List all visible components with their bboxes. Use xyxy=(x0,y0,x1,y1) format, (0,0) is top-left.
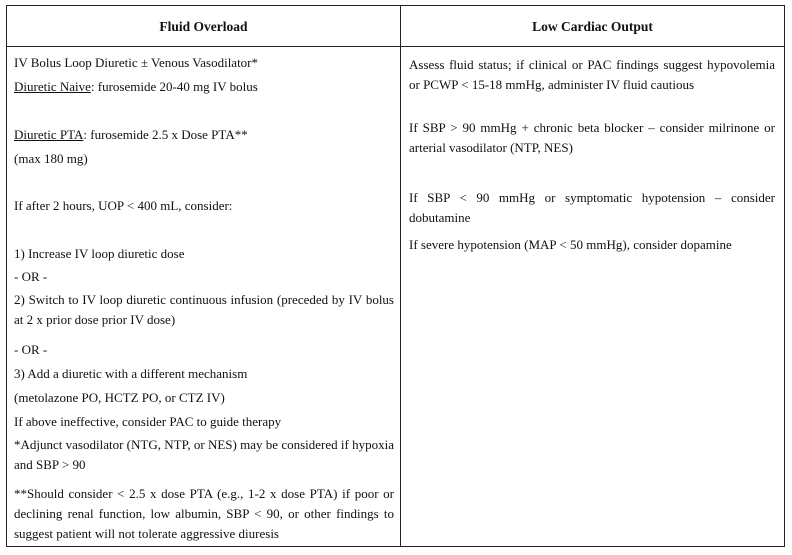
adjunct-footnote: *Adjunct vasodilator (NTG, NTP, or NES) may be considered if hypoxia and SBP > 90 xyxy=(14,437,394,472)
diuretic-pta-text: : furosemide 2.5 x Dose PTA** xyxy=(83,127,248,142)
after-2h-line: If after 2 hours, UOP < 400 mL, consider: xyxy=(14,198,233,213)
low-cardiac-output-header: Low Cardiac Output xyxy=(532,19,653,34)
diuretic-pta-line xyxy=(14,127,248,143)
option-3-agents-line: (metolazone PO, HCTZ PO, or CTZ IV) xyxy=(14,390,225,405)
assess-fluid-text: Assess fluid status; if clinical or PAC findings suggest hypovolemia or PCWP < 15-18 mmHg, administer IV fluid cautious xyxy=(409,57,775,92)
option-1-line: 1) Increase IV loop diuretic dose xyxy=(14,246,185,261)
header-rule xyxy=(7,46,784,47)
diuretic-naive-label: Diuretic Naive xyxy=(14,79,91,94)
column-divider xyxy=(400,6,401,546)
ineffective-line: If above ineffective, consider PAC to guide therapy xyxy=(14,414,282,429)
dose-footnote: **Should consider < 2.5 x dose PTA (e.g., 1-2 x dose PTA) if poor or declining renal function, low albumin, SBP < 90, or other findings to suggest patient will not tolerate aggressive diuresis xyxy=(14,486,394,541)
or-separator-1: - OR - xyxy=(14,269,48,284)
sbp-above-90-text: If SBP > 90 mmHg + chronic beta blocker – consider milrinone or arterial vasodilator (NTP, NES) xyxy=(409,120,775,155)
severe-hypotension-line: If severe hypotension (MAP < 50 mmHg), consider dopamine xyxy=(409,237,732,252)
sbp-below-90-text: If SBP < 90 mmHg or symptomatic hypotension – consider dobutamine xyxy=(409,190,775,225)
fluid-overload-header: Fluid Overload xyxy=(159,19,248,34)
option-3-line: 3) Add a diuretic with a different mechanism xyxy=(14,366,248,381)
pta-max-line: (max 180 mg) xyxy=(14,151,88,166)
diuretic-naive-line xyxy=(14,79,258,95)
therapy-table xyxy=(6,5,785,547)
diuretic-pta-label: Diuretic PTA xyxy=(14,127,84,142)
diuretic-naive-text: : furosemide 20-40 mg IV bolus xyxy=(90,79,258,94)
option-2-text: 2) Switch to IV loop diuretic continuous infusion (preceded by IV bolus at 2 x prior dose prior IV dose) xyxy=(14,292,394,327)
or-separator-2: - OR - xyxy=(14,342,48,357)
iv-bolus-line: IV Bolus Loop Diuretic ± Venous Vasodilator* xyxy=(14,55,259,70)
